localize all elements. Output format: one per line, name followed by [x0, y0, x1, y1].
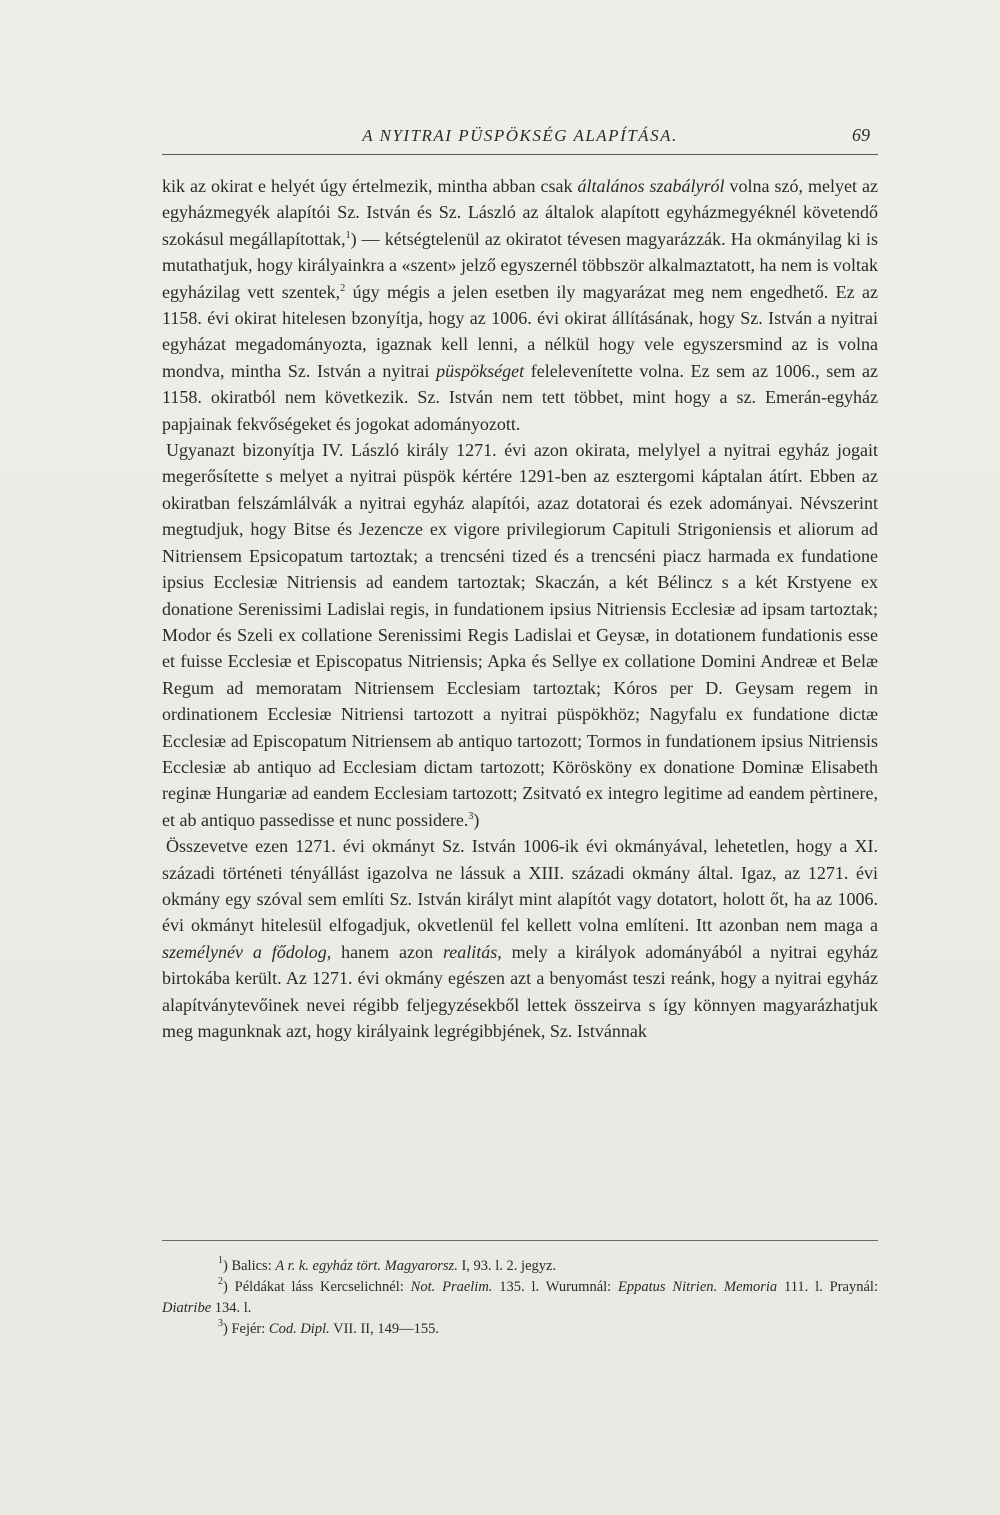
footnote-1-italic: A r. k. egyház tört. Magyarorsz.	[275, 1258, 458, 1274]
footnote-1-text-1: ) Balics:	[223, 1258, 276, 1274]
p1-text-5: felelevenítette volna. Ez sem az 1006., sem az 1158. okiratból nem következik. Sz. István nem tett többet, mint hogy a sz. Emerán-egyház papjainak fekvőségeket és jogokat adományozott.	[162, 360, 878, 434]
p1-text-1: kik az okirat e helyét úgy értelmezik, mintha abban csak	[162, 176, 578, 196]
footnote-1	[162, 1256, 878, 1277]
p3-italic-1: személynév a fődolog,	[162, 941, 332, 962]
p1-italic-2: püspökséget	[436, 360, 525, 381]
running-head-title: A NYITRAI PÜSPÖKSÉG ALAPÍTÁSA.	[362, 126, 678, 145]
p1-italic-1: általános szabályról	[577, 176, 725, 196]
footnote-1-text-2: I, 93. l. 2. jegyz.	[457, 1258, 557, 1274]
footnote-rule	[162, 1240, 878, 1241]
p3-italic-2: realitás,	[442, 941, 502, 962]
footnote-2-text-2: 135. l. Wurumnál:	[492, 1279, 619, 1295]
p3-text-2: hanem azon	[331, 941, 443, 962]
paragraph-1	[162, 173, 878, 437]
footnote-2-italic-1: Not. Praelim.	[410, 1279, 493, 1295]
p1-text-3: ) — kétségtelenül az okiratot tévesen magyarázzák. Ha okmányilag ki is mutathatjuk, hogy királyainkra a «szent» jelző egyszernél többször alkalmaztatott, ha nem is voltak egyházilag vett szentek,	[162, 228, 879, 302]
header-rule	[162, 154, 878, 155]
footnote-2-italic-3: Diatribe	[162, 1300, 212, 1316]
footnote-2-text-4: 134. l.	[211, 1300, 252, 1316]
running-head	[162, 124, 878, 150]
footnote-2	[162, 1277, 878, 1319]
footnote-ref-2: 2	[340, 282, 346, 294]
p3-text-1: Összevetve ezen 1271. évi okmányt Sz. István 1006-ik évi okmányával, lehetetlen, hogy a XI. századi történeti tényállást igazolva ne lássuk a XIII. századi okmány által. Igaz, az 1271. évi okmány egy szóval sem említi Sz. István királyt mint alapítót vagy dotatort, holott őt, ha az 1006. évi okmányt hitelesül elfogadjuk, okvetlenül fel kellett volna említeni. Itt azonban nem maga a	[162, 836, 878, 936]
footnote-ref-1: 1	[345, 229, 351, 241]
p2-text-1: Ugyanazt bizonyítja IV. László király 1271. évi azon okirata, melylyel a nyitrai egyház jogait megerősítette s melyet a nyitrai püspök kértére 1291-ben az esztergomi káptalan átírt. Ebben az okiratban felszámlálvák a nyitrai egyház alapítói, azaz dotatorai és ezek adományai. Névszerint megtudjuk, hogy Bitse és Jezencze ex vigore privilegiorum Capituli Strigoniensis et aliorum ad Nitriensem Epsicopatum tartoztak; a trencséni tized és a trencséni piacz harmada ex fundatione ipsius Ecclesiæ Nitriensis ad eandem tartoztak; Skaczán, a két Bélincz s a két Krstyene ex donatione Serenissimi Ladislai regis, in fundationem ipsius Nitriensis Ecclesiæ ad ipsam tartoztak; Modor és Szeli ex collatione Serenissimi Regis Ladislai et Geysæ, in dotationem fundationis esse et fuisse Ecclesiæ et Episcopatus Nitriensis; Apka és Sellye ex collatione Domini Andreæ et Belæ Regum ad memoratam Nitriensem Ecclesiam tartoztak; Kóros per D. Geysam regem in ordinationem Ecclesiæ Nitriensi tartozott a nyitrai püspökhöz; Nagyfalu ex fundatione dictæ Ecclesiæ ad Episcopatum Nitriensem ab antiquo tartozott; Tormos in fundationem ipsius Nitriensis Ecclesiæ ab antiquo ad Ecclesiam dictam tartozott; Körösköny ex donatione Dominæ Elisabeth reginæ Hungariæ ad eandem Ecclesiam tartozott; Zsitvató ex integro legitime ad eandem pèrtinere, et ab antiquo passedisse et nunc possidere.	[162, 440, 878, 830]
p2-text-2: )	[473, 809, 480, 830]
p1-text-4: úgy mégis a jelen esetben ily magyarázat meg nem engedhető. Ez az 1158. évi okirat hitelesen bzonyítja, hogy az 1006. évi okirat állításának, hogy Sz. István a nyitrai egyházat megadományozta, igaznak kell lenni, a nélkül hogy vele egyszersmind az is volna mondva, mintha Sz. István a nyitrai	[162, 281, 878, 381]
p1-text-2: volna szó, melyet az egyházmegyék alapítói Sz. István és Sz. László az általok alapított egyházmegyéknél követendő szokásul megállapítottak,	[162, 176, 878, 249]
footnote-3-number: 3	[218, 1318, 223, 1329]
footnote-3-italic: Cod. Dipl.	[268, 1321, 330, 1337]
footnote-2-text-1: ) Példákat láss Kercselichnél:	[223, 1279, 411, 1295]
footnote-2-italic-2: Eppatus Nitrien. Memoria	[618, 1279, 778, 1295]
paragraph-3	[162, 833, 878, 1044]
body-text	[162, 173, 878, 1044]
footnote-ref-3: 3	[468, 810, 474, 822]
footnote-3-text-2: VII. II, 149—155.	[329, 1321, 440, 1337]
footnote-2-text-3: 111. l. Praynál:	[777, 1279, 878, 1295]
footnote-3-text-1: ) Fejér:	[223, 1321, 269, 1337]
footnotes	[162, 1256, 878, 1340]
footnote-3	[162, 1319, 878, 1340]
page-number: 69	[852, 125, 870, 145]
footnote-1-number: 1	[218, 1255, 223, 1266]
footnote-2-number: 2	[218, 1276, 223, 1287]
paragraph-2	[162, 437, 878, 833]
p3-text-3: mely a királyok adományából a nyitrai egyház birtokába került. Az 1271. évi okmány egészen azt a benyomást teszi reánk, hogy a nyitrai egyház alapítványtevőinek nevei régibb feljegyzésekből lettek összeirva s így könnyen magyarázhatjuk meg magunknak azt, hogy királyaink legrégibbjének, Sz. Istvánnak	[162, 941, 878, 1041]
